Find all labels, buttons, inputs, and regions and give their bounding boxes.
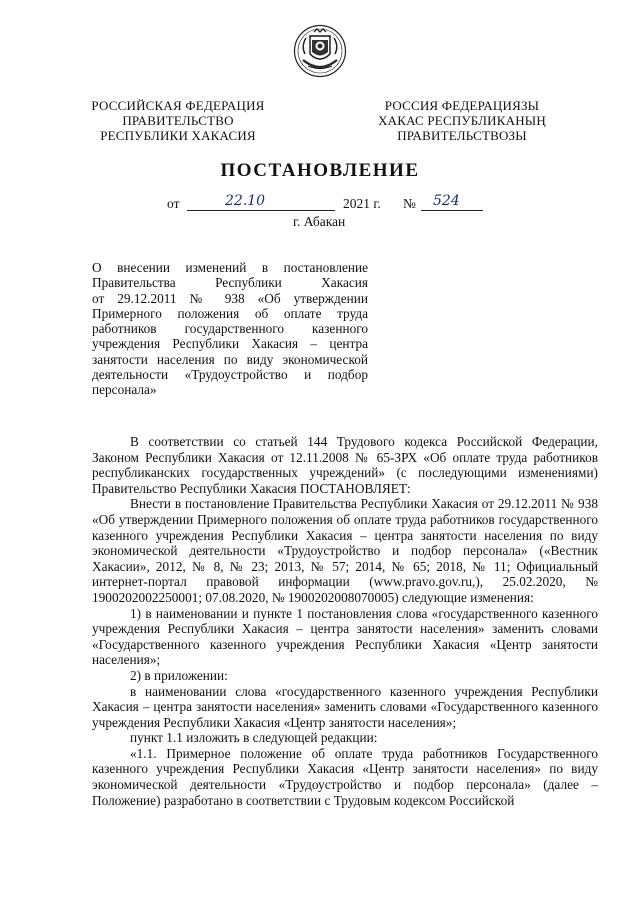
handwritten-number: 524 bbox=[433, 193, 460, 209]
header-left-block bbox=[78, 98, 278, 143]
date-number-line bbox=[167, 193, 487, 216]
subject-line: О внесении изменений в постановление bbox=[92, 260, 368, 275]
subject-line: от 29.12.2011 № 938 «Об утверждении bbox=[92, 290, 368, 306]
header-left-line: РОССИЙСКАЯ ФЕДЕРАЦИЯ bbox=[91, 98, 265, 113]
subject-line: персонала» bbox=[92, 382, 157, 398]
khakassia-coat-of-arms-icon bbox=[293, 24, 347, 78]
subject-line: занятости населения по виду экономической bbox=[92, 351, 368, 367]
body-paragraph: 2) в приложении: bbox=[130, 667, 228, 683]
header-right-line: ПРАВИТЕЛЬСТВОЗЫ bbox=[397, 128, 527, 143]
subject-line: Правительства Республики Хакасия bbox=[92, 275, 368, 291]
body-paragraph: в наименовании слова «государственного казенного учреждения Республики Хакасия – центра занятости населения» заменить словами «Государственного казенного учреждения Республики Хакасия «Центр занятости населения»; bbox=[92, 683, 598, 730]
body-paragraph: пункт 1.1 изложить в следующей редакции: bbox=[130, 730, 378, 746]
header-right-line: ХАКАС РЕСПУБЛИКАНЫҢ bbox=[378, 113, 546, 128]
document-title: ПОСТАНОВЛЕНИЕ bbox=[220, 160, 420, 181]
header-right-block bbox=[362, 98, 562, 143]
subject-line: работников государственного казенного bbox=[92, 321, 368, 337]
subject-line: деятельности «Трудоустройство и подбор bbox=[92, 367, 368, 383]
handwritten-date: 22.10 bbox=[225, 193, 266, 209]
number-sign: № bbox=[403, 196, 416, 211]
date-prefix: от bbox=[167, 196, 180, 211]
city-label: г. Абакан bbox=[293, 214, 346, 229]
header-right-line: РОССИЯ ФЕДЕРАЦИЯЗЫ bbox=[384, 98, 540, 113]
year-label: 2021 г. bbox=[343, 196, 381, 211]
body-paragraph: Внести в постановление Правительства Республики Хакасия от 29.12.2011 № 938 «Об утверждении Примерного положения об оплате труда работников государственного казенного учреждения Республики Хакасия – центра занятости населения по виду экономической деятельности «Трудоустройство и подбор персонала» («Вестник Хакасии», 2012, № 8, № 23; 2013, № 57; 2014, № 65; 2018, № 11; Официальный интернет-портал правовой информации (www.pravo.gov.ru,), 25.02.2020, № 1900202002250001; 07.08.2020, № 1900202008070005) следующие изменения: bbox=[92, 496, 598, 605]
body-paragraph: 1) в наименовании и пункте 1 постановления слова «государственного казенного учреждения Республики Хакасия – центра занятости населения» заменить словами «Государственного казенного учреждения Республики Хакасия «Центр занятости населения»; bbox=[92, 605, 598, 668]
header-left-line: РЕСПУБЛИКИ ХАКАСИЯ bbox=[100, 128, 256, 143]
body-text bbox=[92, 434, 598, 808]
subject-line: учреждения Республики Хакасия – центра bbox=[92, 336, 368, 352]
subject-line: Примерного положения об оплате труда bbox=[92, 305, 368, 321]
header-left-line: ПРАВИТЕЛЬСТВО bbox=[122, 113, 234, 128]
body-paragraph: В соответствии со статьей 144 Трудового кодекса Российской Федерации, Законом Республики Хакасия от 12.11.2008 № 65-ЗРХ «Об оплате труда работников республиканских государственных учреждений» (с последующими изменениями) Правительство Республики Хакасия ПОСТАНОВЛЯЕТ: bbox=[92, 434, 598, 496]
body-paragraph: «1.1. Примерное положение об оплате труда работников Государственного казенного учреждения Республики Хакасия «Центр занятости населения» по виду экономической деятельности «Трудоустройство и подбор персонала» (далее – Положение) разработано в соответствии с Трудовым кодексом Российской bbox=[92, 745, 598, 808]
subject-block bbox=[92, 260, 368, 398]
